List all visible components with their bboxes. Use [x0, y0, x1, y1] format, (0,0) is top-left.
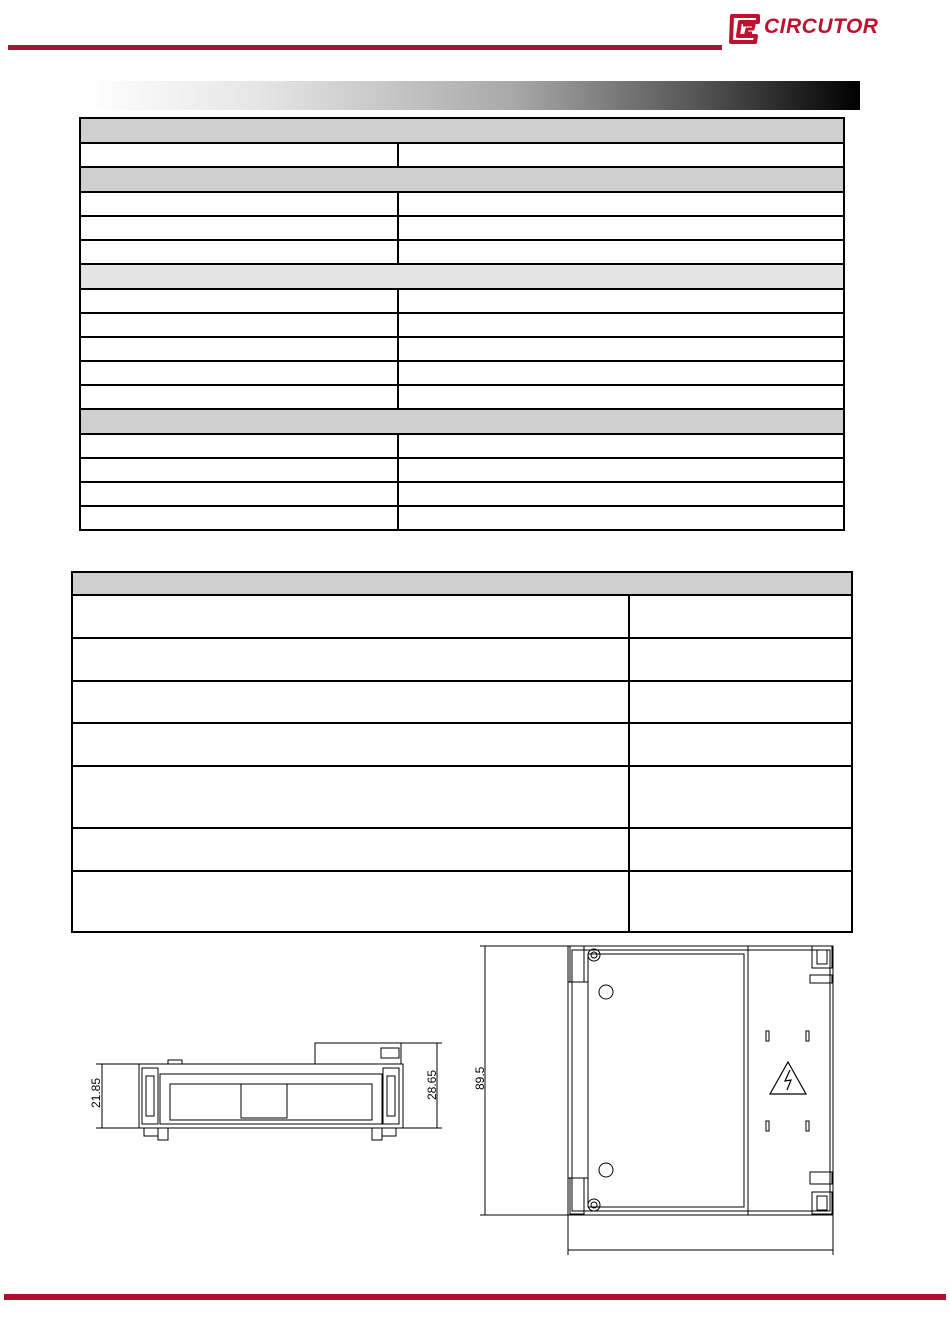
- footer-rule: [4, 1294, 946, 1300]
- front-view-drawing: [480, 946, 833, 1255]
- dim-height-right: 28.65: [425, 1069, 439, 1100]
- dim-height-left: 21.85: [89, 1077, 103, 1108]
- side-view-drawing: [96, 1043, 442, 1140]
- dim-front-height: 89.5: [473, 1066, 487, 1090]
- brand-name: CIRCUTOR: [764, 15, 879, 38]
